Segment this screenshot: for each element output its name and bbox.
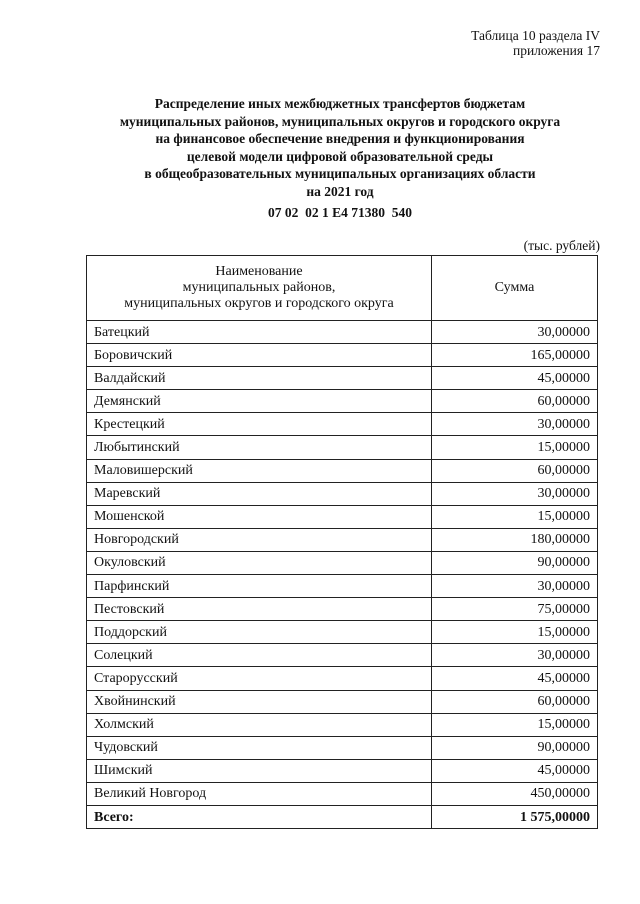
table-row (87, 644, 598, 667)
amount-cell: 165,00000 (432, 344, 598, 367)
table-row (87, 367, 598, 390)
table-row (87, 390, 598, 413)
district-name-cell: Шимский (87, 759, 432, 782)
amount-cell: 45,00000 (432, 667, 598, 690)
title-line: в общеобразовательных муниципальных организациях области (144, 166, 536, 181)
amount-cell: 30,00000 (432, 644, 598, 667)
amount-cell: 45,00000 (432, 759, 598, 782)
table-row (87, 482, 598, 505)
table-row (87, 713, 598, 736)
district-name-cell: Маловишерский (87, 459, 432, 482)
amount-cell: 45,00000 (432, 367, 598, 390)
total-amount: 1 575,00000 (432, 805, 598, 828)
district-name-cell: Старорусский (87, 667, 432, 690)
header-name-line: Наименование (215, 264, 303, 279)
header-name-line: муниципальных округов и городского округа (124, 296, 394, 311)
amount-cell: 15,00000 (432, 436, 598, 459)
title-line: целевой модели цифровой образовательной среды (186, 148, 494, 164)
amount-cell: 60,00000 (432, 690, 598, 713)
district-name-cell: Новгородский (87, 528, 432, 551)
table-row (87, 782, 598, 805)
title-line: муниципальных районов, муниципальных округов и городского округа (119, 113, 561, 129)
district-name-cell: Боровичский (87, 344, 432, 367)
distribution-table (86, 255, 598, 829)
table-row (87, 321, 598, 344)
column-header-sum: Сумма (432, 256, 598, 321)
header-name-line: муниципальных районов, (182, 280, 336, 295)
district-name-cell: Чудовский (87, 736, 432, 759)
reference-line-2: приложения 17 (512, 43, 600, 58)
district-name-cell: Солецкий (87, 644, 432, 667)
district-name-cell: Поддорский (87, 621, 432, 644)
amount-cell: 15,00000 (432, 505, 598, 528)
amount-cell: 90,00000 (432, 736, 598, 759)
total-row (87, 805, 598, 828)
table-row (87, 598, 598, 621)
amount-cell: 75,00000 (432, 598, 598, 621)
table-row (87, 436, 598, 459)
amount-cell: 90,00000 (432, 551, 598, 574)
district-name-cell: Маревский (87, 482, 432, 505)
budget-classification-code: 07 02 02 1 Е4 71380 540 (267, 205, 412, 220)
table-row (87, 621, 598, 644)
reference-line-1: Таблица 10 раздела IV (471, 28, 600, 43)
document-reference (471, 28, 600, 58)
district-name-cell: Любытинский (87, 436, 432, 459)
title-line: на 2021 год (306, 183, 374, 199)
district-name-cell: Парфинский (87, 575, 432, 598)
district-name-cell: Хвойнинский (87, 690, 432, 713)
table-body (87, 321, 598, 806)
amount-cell: 30,00000 (432, 575, 598, 598)
amount-cell: 30,00000 (432, 482, 598, 505)
district-name-cell: Холмский (87, 713, 432, 736)
amount-cell: 450,00000 (432, 782, 598, 805)
district-name-cell: Батецкий (87, 321, 432, 344)
table-row (87, 690, 598, 713)
amount-cell: 60,00000 (432, 459, 598, 482)
amount-cell: 180,00000 (432, 528, 598, 551)
amount-cell: 60,00000 (432, 390, 598, 413)
district-name-cell: Валдайский (87, 367, 432, 390)
amount-cell: 30,00000 (432, 413, 598, 436)
table-row (87, 551, 598, 574)
district-name-cell: Крестецкий (87, 413, 432, 436)
district-name-cell: Великий Новгород (87, 782, 432, 805)
table-row (87, 459, 598, 482)
units-label: (тыс. рублей) (523, 238, 600, 253)
table-row (87, 736, 598, 759)
column-header-name (87, 256, 432, 321)
district-name-cell: Демянский (87, 390, 432, 413)
district-name-cell: Мошенской (87, 505, 432, 528)
total-label: Всего: (87, 805, 432, 828)
table-row (87, 575, 598, 598)
district-name-cell: Окуловский (87, 551, 432, 574)
amount-cell: 15,00000 (432, 713, 598, 736)
district-name-cell: Пестовский (87, 598, 432, 621)
table-header-row (87, 256, 598, 321)
title-line: на финансовое обеспечение внедрения и функционирования (155, 131, 525, 146)
table-row (87, 344, 598, 367)
table-row (87, 505, 598, 528)
table-row (87, 759, 598, 782)
table-row (87, 413, 598, 436)
table-row (87, 667, 598, 690)
amount-cell: 30,00000 (432, 321, 598, 344)
title-line: Распределение иных межбюджетных трансфертов бюджетам (154, 96, 526, 111)
table-row (87, 528, 598, 551)
amount-cell: 15,00000 (432, 621, 598, 644)
document-title (60, 95, 620, 200)
